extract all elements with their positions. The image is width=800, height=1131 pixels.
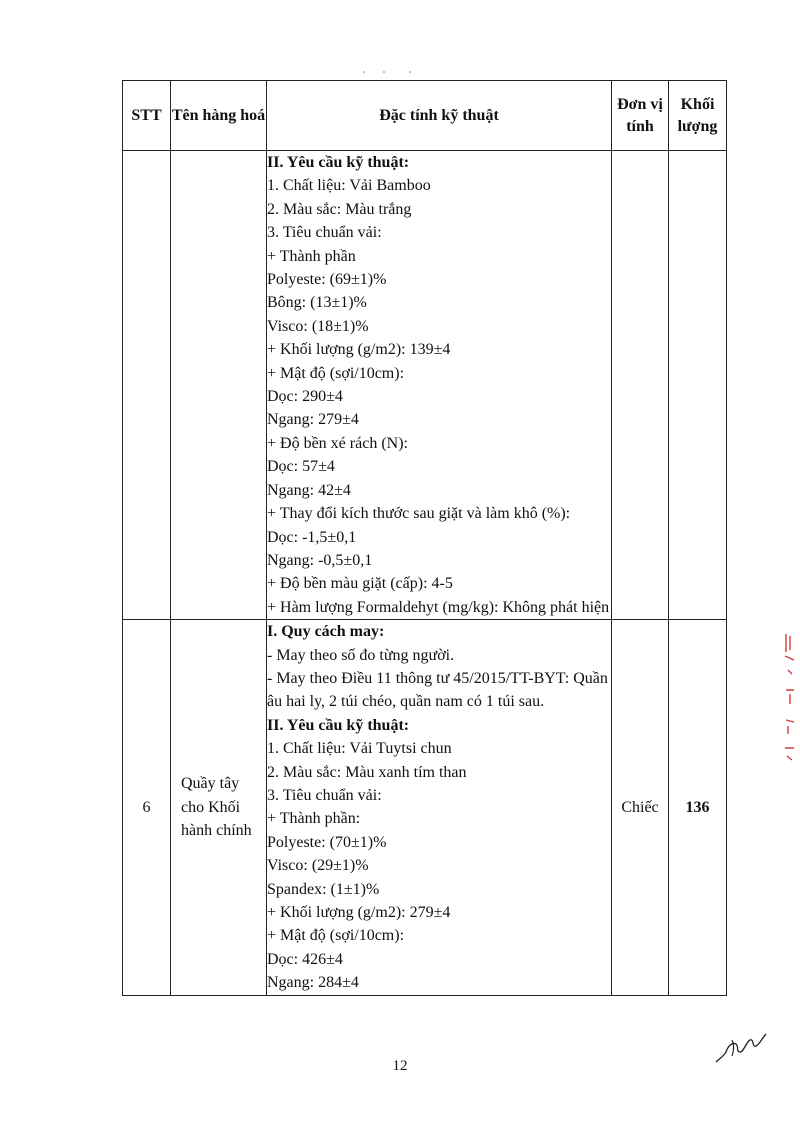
row-specifications <box>267 151 612 620</box>
spec-table <box>122 80 727 996</box>
row-quantity: 136 <box>669 620 727 996</box>
spec-line: + Khối lượng (g/m2): 139±4 <box>267 341 451 359</box>
spec-line: + Hàm lượng Formaldehyt (mg/kg): Không phát hiện <box>267 598 610 616</box>
spec-line: 1. Chất liệu: Vải Bamboo <box>267 177 431 195</box>
spec-line: II. Yêu cầu kỹ thuật: <box>267 716 410 734</box>
row-quantity <box>669 151 727 620</box>
spec-line: + Thành phần: <box>267 810 361 828</box>
spec-line: 1. Chất liệu: Vải Tuytsi chun <box>267 740 452 758</box>
spec-line: 3. Tiêu chuẩn vải: <box>267 224 382 242</box>
table-header-row <box>123 81 727 151</box>
spec-line: 3. Tiêu chuẩn vải: <box>267 786 382 804</box>
page-number: 12 <box>392 1058 408 1074</box>
header-unit: Đơn vị tính <box>612 81 669 151</box>
spec-line: II. Yêu cầu kỹ thuật: <box>267 154 410 171</box>
spec-line: Ngang: 284±4 <box>267 974 359 992</box>
spec-line: + Khối lượng (g/m2): 279±4 <box>267 904 451 921</box>
header-stt: STT <box>123 81 171 151</box>
spec-line: I. Quy cách may: <box>267 623 385 641</box>
spec-line: Bông: (13±1)% <box>267 294 367 312</box>
table-row <box>123 151 727 620</box>
spec-line: Dọc: -1,5±0,1 <box>267 528 357 546</box>
spec-line: Spandex: (1±1)% <box>267 880 380 898</box>
spec-line: + Độ bền xé rách (N): <box>267 434 408 452</box>
spec-line: Ngang: 42±4 <box>267 481 351 499</box>
spec-line: + Độ bền màu giặt (cấp): 4-5 <box>267 575 453 593</box>
spec-line: Ngang: -0,5±0,1 <box>267 551 373 569</box>
spec-line: Dọc: 426±4 <box>267 950 343 968</box>
spec-line: Dọc: 57±4 <box>267 458 335 476</box>
row-specifications <box>267 620 612 996</box>
row-product-name: Quầy tây cho Khối hành chính <box>171 620 267 996</box>
spec-line: Visco: (29±1)% <box>267 857 369 875</box>
header-specifications: Đặc tính kỹ thuật <box>267 81 612 151</box>
row-product-name <box>171 151 267 620</box>
scan-specks <box>360 62 420 80</box>
spec-line: - May theo Điều 11 thông tư 45/2015/TT-BYT: Quần âu hai ly, 2 túi chéo, quần nam có 1 túi sau. <box>267 669 608 711</box>
table-row <box>123 620 727 996</box>
stamp-edge-mark <box>782 630 798 785</box>
spec-line: Visco: (18±1)% <box>267 317 369 335</box>
spec-line: Polyeste: (70±1)% <box>267 833 387 851</box>
spec-line: + Thành phần <box>267 247 356 265</box>
spec-line: - May theo số đo từng người. <box>267 646 455 664</box>
spec-line: Dọc: 290±4 <box>267 388 343 406</box>
row-stt <box>123 151 171 620</box>
spec-line: + Mật độ (sợi/10cm): <box>267 364 405 382</box>
spec-line: Polyeste: (69±1)% <box>267 271 387 289</box>
header-quantity: Khối lượng <box>669 81 727 151</box>
row-unit <box>612 151 669 620</box>
row-stt: 6 <box>123 620 171 996</box>
spec-line: + Thay đổi kích thước sau giặt và làm khô (%): <box>267 505 571 523</box>
spec-line: + Mật độ (sợi/10cm): <box>267 927 405 945</box>
handwritten-signature <box>712 1018 768 1073</box>
spec-line: 2. Màu sắc: Màu xanh tím than <box>267 763 467 781</box>
spec-line: Ngang: 279±4 <box>267 411 359 429</box>
row-unit: Chiếc <box>612 620 669 996</box>
header-product-name: Tên hàng hoá <box>171 81 267 151</box>
spec-line: 2. Màu sắc: Màu trắng <box>267 200 412 218</box>
